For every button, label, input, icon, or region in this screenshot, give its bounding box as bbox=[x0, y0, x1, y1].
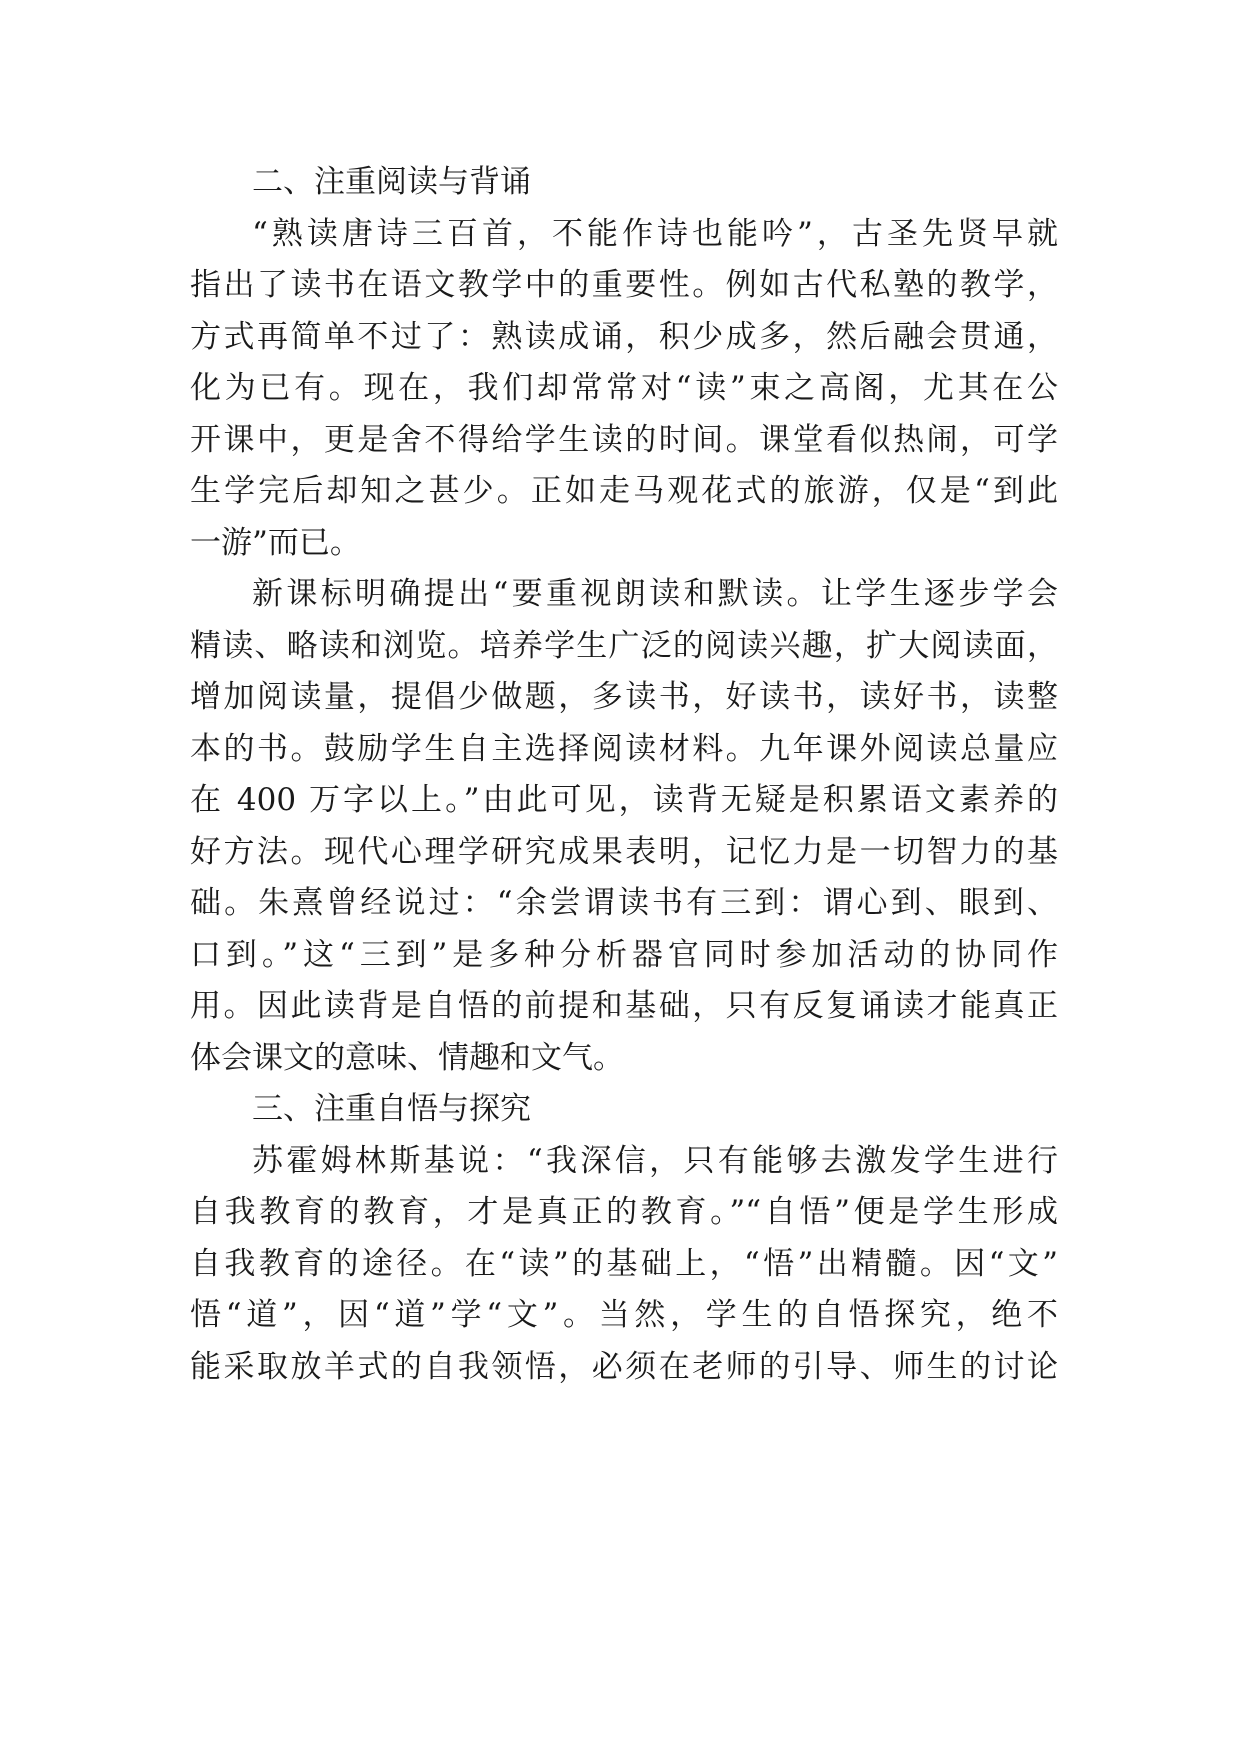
text-line: 口到。”这“三到”是多种分析器官同时参加活动的协同作 bbox=[190, 936, 1058, 973]
text-line: 础。朱熹曾经说过：“余尝谓读书有三到：谓心到、眼到、 bbox=[190, 885, 1058, 921]
text-line: 好方法。现代心理学研究成果表明，记忆力是一切智力的基 bbox=[190, 833, 1058, 870]
text-line: 用。因此读背是自悟的前提和基础，只有反复诵读才能真正 bbox=[190, 988, 1058, 1024]
text-line: 悟“道”，因“道”学“文”。当然，学生的自悟探究，绝不 bbox=[190, 1297, 1058, 1333]
text-line: 生学完后却知之甚少。正如走马观花式的旅游，仅是“到此 bbox=[190, 473, 1058, 509]
text-line: 能采取放羊式的自我领悟，必须在老师的引导、师生的讨论 bbox=[190, 1348, 1058, 1385]
text-line: “熟读唐诗三百首，不能作诗也能吟”，古圣先贤早就 bbox=[252, 215, 1058, 252]
text-line: 新课标明确提出“要重视朗读和默读。让学生逐步学会 bbox=[252, 576, 1058, 612]
text-line: 精读、略读和浏览。培养学生广泛的阅读兴趣，扩大阅读面， bbox=[190, 627, 1058, 664]
text-line: 增加阅读量，提倡少做题，多读书，好读书，读好书，读整 bbox=[190, 679, 1058, 715]
text-line: 开课中，更是舍不得给学生读的时间。课堂看似热闹，可学 bbox=[190, 421, 1058, 458]
text-line: 苏霍姆林斯基说：“我深信，只有能够去激发学生进行 bbox=[252, 1142, 1058, 1179]
text-line: 在 400 万字以上。”由此可见，读背无疑是积累语文素养的 bbox=[190, 782, 1058, 818]
section-heading: 二、注重阅读与背诵 bbox=[252, 164, 531, 200]
text-line: 本的书。鼓励学生自主选择阅读材料。九年课外阅读总量应 bbox=[190, 730, 1058, 767]
text-line: 体会课文的意味、情趣和文气。 bbox=[190, 1039, 624, 1076]
text-line: 方式再简单不过了：熟读成诵，积少成多，然后融会贯通， bbox=[190, 318, 1058, 355]
section-heading: 三、注重自悟与探究 bbox=[252, 1091, 531, 1127]
text-line: 化为已有。现在，我们却常常对“读”束之高阁，尤其在公 bbox=[190, 370, 1058, 406]
text-line: 指出了读书在语文教学中的重要性。例如古代私塾的教学， bbox=[190, 267, 1058, 303]
text-line: 一游”而已。 bbox=[190, 524, 361, 561]
document-body bbox=[190, 157, 1058, 1393]
text-line: 自我教育的途径。在“读”的基础上，“悟”出精髓。因“文” bbox=[190, 1245, 1058, 1282]
text-line: 自我教育的教育，才是真正的教育。”“自悟”便是学生形成 bbox=[190, 1194, 1058, 1230]
